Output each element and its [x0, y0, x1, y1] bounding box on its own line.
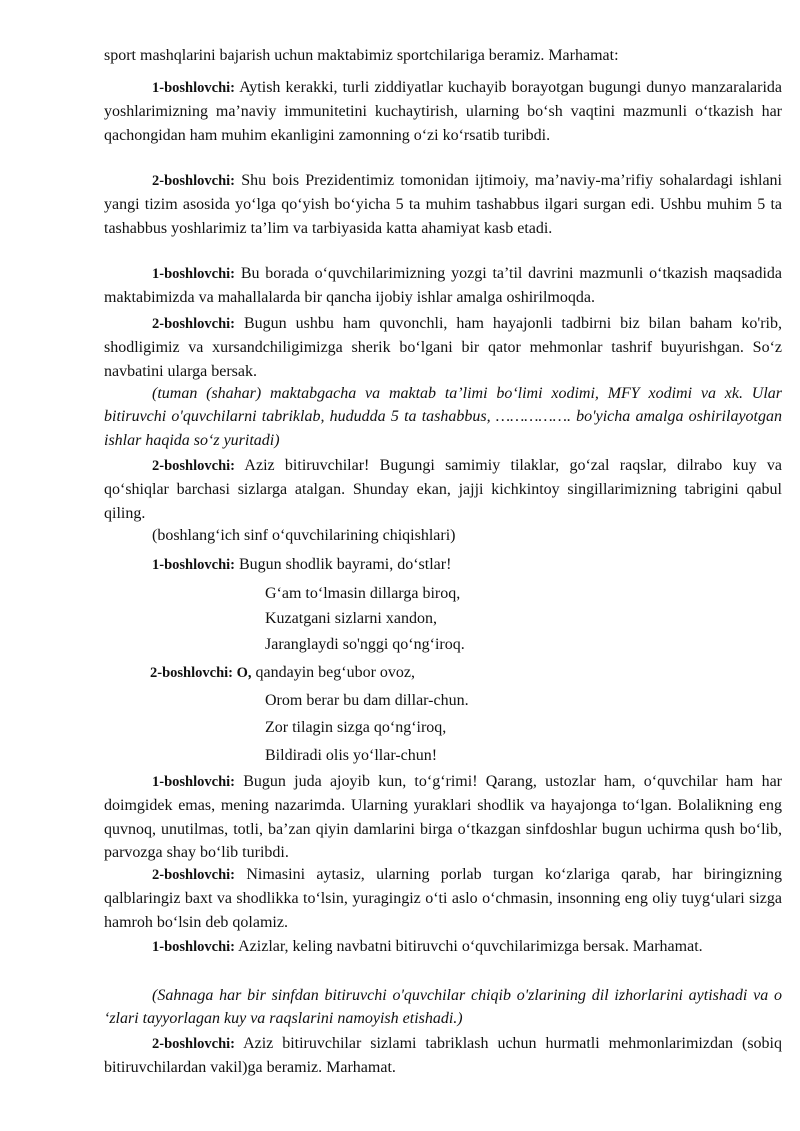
paragraph-host1-d [104, 935, 782, 959]
paragraph-intro [104, 44, 782, 67]
paragraph-text: Nimasini aytasiz, ularning porlab turgan ko‘zlariga qarab, har biringizning qalblaringiz baxt va shodlikka to‘lsin, yuragingiz o‘ti aslo o‘chmasin, insonning eng oliy tuyg‘ulari sizga hamroh bo‘lsin deb qolamiz. [104, 866, 782, 931]
speaker-label: 2-boshlovchi: [152, 173, 235, 189]
stage-direction-graduates [104, 984, 782, 1031]
paragraph-host1-b [104, 262, 782, 310]
speaker-label: 1-boshlovchi: [152, 266, 235, 282]
paragraph-text: Aytish kerakki, turli ziddiyatlar kuchayib borayotgan bugungi dunyo manzaralarida yoshlarimizning ma’naviy immunitetini kuchaytirish, ularning bo‘sh vaqtini mazmunli o‘tkazish har qachongidan ham muhim ekanligini zamonning o‘zi ko‘rsatib turibdi. [104, 79, 782, 144]
paragraph-text: Shu bois Prezidentimiz tomonidan ijtimoiy, ma’naviy-ma’rifiy sohalardagi ishlani yangi tizim asosida yo‘lga qo‘yish bo‘yicha 5 ta muhim tashabbus ilgari surgan edi. Ushbu muhim 5 ta tashabbus yoshlarimiz ta’lim va tarbiyasida katta ahamiyat kasb etadi. [104, 172, 782, 237]
paragraph-text: sport mashqlarini bajarish uchun maktabimiz sportchilariga beramiz. Marhamat: [104, 47, 619, 64]
paragraph-text: (boshlang‘ich sinf o‘quvchilarining chiqishlari) [152, 527, 456, 544]
poem-line-host2 [150, 661, 415, 685]
paragraph-text: (tuman (shahar) maktabgacha va maktab ta’limi bo‘limi xodimi, MFY xodimi va xk. Ular bitiruvchi o'quvchilarni tabriklab, hududda 5 ta tashabbus, ……………. bo'yicha amalga oshirilayotgan ishlar haqida so‘z yuritadi) [104, 385, 782, 449]
speaker-label: 1-boshlovchi: [152, 557, 235, 573]
speaker-label: 2-boshlovchi: O, [150, 665, 252, 681]
paragraph-text: Bu borada o‘quvchilarimizning yozgi ta’til davrini mazmunli o‘tkazish maqsadida maktabimizda va mahallalarda bir qancha ijobiy ishlar amalga oshirilmoqda. [104, 265, 782, 307]
poem-line: Jaranglaydi so'nggi qo‘ng‘iroq. [265, 636, 465, 653]
paragraph-text: (Sahnaga har bir sinfdan bitiruvchi o'quvchilar chiqib o'zlarining dil izhorlarini aytishadi va o ‘zlari tayyorlagan kuy va raqslarini namoyish etishadi.) [104, 987, 782, 1028]
speaker-label: 2-boshlovchi: [152, 867, 235, 883]
poem-line-host1 [152, 553, 451, 577]
paragraph-host2-c [104, 454, 782, 525]
poem-line: Zor tilagin sizga qo‘ng‘iroq, [265, 719, 447, 736]
speaker-label: 1-boshlovchi: [152, 80, 235, 96]
speaker-label: 2-boshlovchi: [152, 316, 235, 332]
paragraph-text: Bugun ushbu ham quvonchli, ham hayajonli tadbirni biz bilan baham ko'rib, shodligimiz va xursandchiligimizga sherik bo‘lgani bir qator mehmonlar tashrif buyurishgan. So‘z navbatini ularga bersak. [104, 315, 782, 380]
paragraph-text: Bugun shodlik bayrami, do‘stlar! [235, 556, 452, 573]
speaker-label: 1-boshlovchi: [152, 774, 235, 790]
paragraph-text: Aziz bitiruvchilar sizlami tabriklash uchun hurmatli mehmonlarimizdan (sobiq bitiruvchilardan vakil)ga beramiz. Marhamat. [104, 1035, 782, 1077]
paragraph-host2-b [104, 312, 782, 383]
paragraph-host1-a [104, 76, 782, 147]
paragraph-text: Aziz bitiruvchilar! Bugungi samimiy tilaklar, go‘zal raqslar, dilrabo kuy va qo‘shiqlar barchasi sizlarga atalgan. Shunday ekan, jajji kichkintoy singillarimizning tabrigini qabul qiling. [104, 457, 782, 522]
speaker-label: 1-boshlovchi: [152, 939, 235, 955]
paragraph-host2-d [104, 863, 782, 934]
poem-line: G‘am to‘lmasin dillarga biroq, [265, 585, 461, 602]
paragraph-host1-c [104, 770, 782, 865]
stage-direction-guests [104, 382, 782, 452]
poem-line: Bildiradi olis yo‘llar-chun! [265, 747, 438, 764]
stage-direction-primary [152, 524, 455, 547]
paragraph-host2-e [104, 1032, 782, 1080]
paragraph-host2-a [104, 169, 782, 240]
paragraph-text: Azizlar, keling navbatni bitiruvchi o‘quvchilarimizga bersak. Marhamat. [235, 938, 703, 955]
poem-line: Orom berar bu dam dillar-chun. [265, 692, 469, 709]
poem-line: Kuzatgani sizlarni xandon, [265, 610, 437, 627]
speaker-label: 2-boshlovchi: [152, 458, 235, 474]
paragraph-text: qandayin beg‘ubor ovoz, [251, 664, 416, 681]
paragraph-text: Bugun juda ajoyib kun, to‘g‘rimi! Qarang, ustozlar ham, o‘quvchilar ham har doimgidek emas, mening nazarimda. Ularning yuraklari shodlik va hayajonga to‘lgan. Bolalikning eng quvnoq, unutilmas, totli, ba’zan qiyin damlarini birga o‘tkazgan sinfdoshlar bugun uchirma qush bo‘lib, parvozga shay bo‘lib turibdi. [104, 773, 782, 862]
speaker-label: 2-boshlovchi: [152, 1036, 235, 1052]
